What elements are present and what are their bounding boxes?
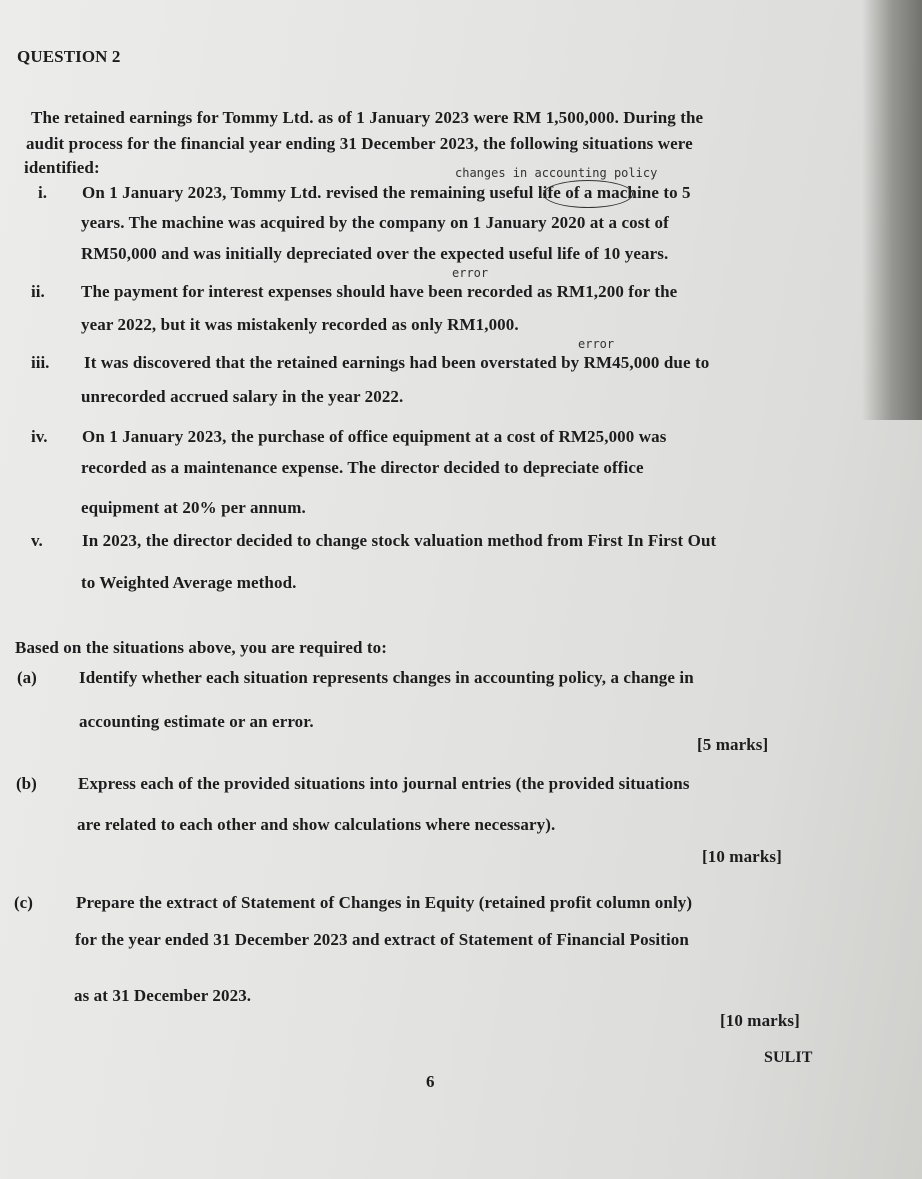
question-line: accounting estimate or an error. <box>79 712 314 731</box>
situation-number: iv. <box>31 427 48 446</box>
handwritten-note: error <box>578 337 615 351</box>
handwritten-circle <box>543 180 633 208</box>
situation-line: recorded as a maintenance expense. The director decided to depreciate office <box>81 458 644 477</box>
intro-line: The retained earnings for Tommy Ltd. as of 1 January 2023 were RM 1,500,000. During the <box>31 108 704 127</box>
marks: [5 marks] <box>697 735 769 754</box>
situation-number: i. <box>38 183 47 202</box>
situation-number: v. <box>31 531 43 550</box>
question-line: Prepare the extract of Statement of Changes in Equity (retained profit column only) <box>76 893 693 912</box>
handwritten-note: error <box>452 266 489 280</box>
instruction: Based on the situations above, you are required to: <box>15 638 388 657</box>
classification-label: SULIT <box>764 1049 813 1066</box>
situation-number: ii. <box>31 282 45 301</box>
situation-line: equipment at 20% per annum. <box>81 498 306 517</box>
question-label: (c) <box>14 893 33 912</box>
question-line: for the year ended 31 December 2023 and extract of Statement of Financial Position <box>75 930 689 949</box>
situation-line: unrecorded accrued salary in the year 2022. <box>81 387 404 406</box>
situation-number: iii. <box>31 353 50 372</box>
intro-line: identified: <box>24 158 100 177</box>
situation-line: year 2022, but it was mistakenly recorded as only RM1,000. <box>81 315 519 334</box>
question-heading: QUESTION 2 <box>17 47 121 66</box>
marks: [10 marks] <box>720 1011 800 1030</box>
handwritten-note: changes in accounting policy <box>455 166 658 180</box>
question-label: (a) <box>17 668 37 687</box>
question-line: Express each of the provided situations into journal entries (the provided situations <box>78 774 690 793</box>
question-line: as at 31 December 2023. <box>74 986 252 1005</box>
situation-line: to Weighted Average method. <box>81 573 297 592</box>
photo-edge-shadow <box>862 0 922 420</box>
situation-line: RM50,000 and was initially depreciated over the expected useful life of 10 years. <box>81 244 669 263</box>
situation-line: In 2023, the director decided to change stock valuation method from First In First Out <box>82 531 717 550</box>
page-number: 6 <box>426 1072 435 1091</box>
intro-line: audit process for the financial year ending 31 December 2023, the following situations were <box>26 134 693 153</box>
marks: [10 marks] <box>702 847 782 866</box>
situation-line: It was discovered that the retained earnings had been overstated by RM45,000 due to <box>84 353 710 372</box>
situation-line: On 1 January 2023, Tommy Ltd. revised the remaining useful life of a machine to 5 <box>82 183 691 202</box>
question-line: are related to each other and show calculations where necessary). <box>77 815 556 834</box>
situation-line: years. The machine was acquired by the company on 1 January 2020 at a cost of <box>81 213 669 232</box>
question-label: (b) <box>16 774 37 793</box>
situation-line: The payment for interest expenses should have been recorded as RM1,200 for the <box>81 282 678 301</box>
question-line: Identify whether each situation represents changes in accounting policy, a change in <box>79 668 694 687</box>
situation-line: On 1 January 2023, the purchase of office equipment at a cost of RM25,000 was <box>82 427 667 446</box>
